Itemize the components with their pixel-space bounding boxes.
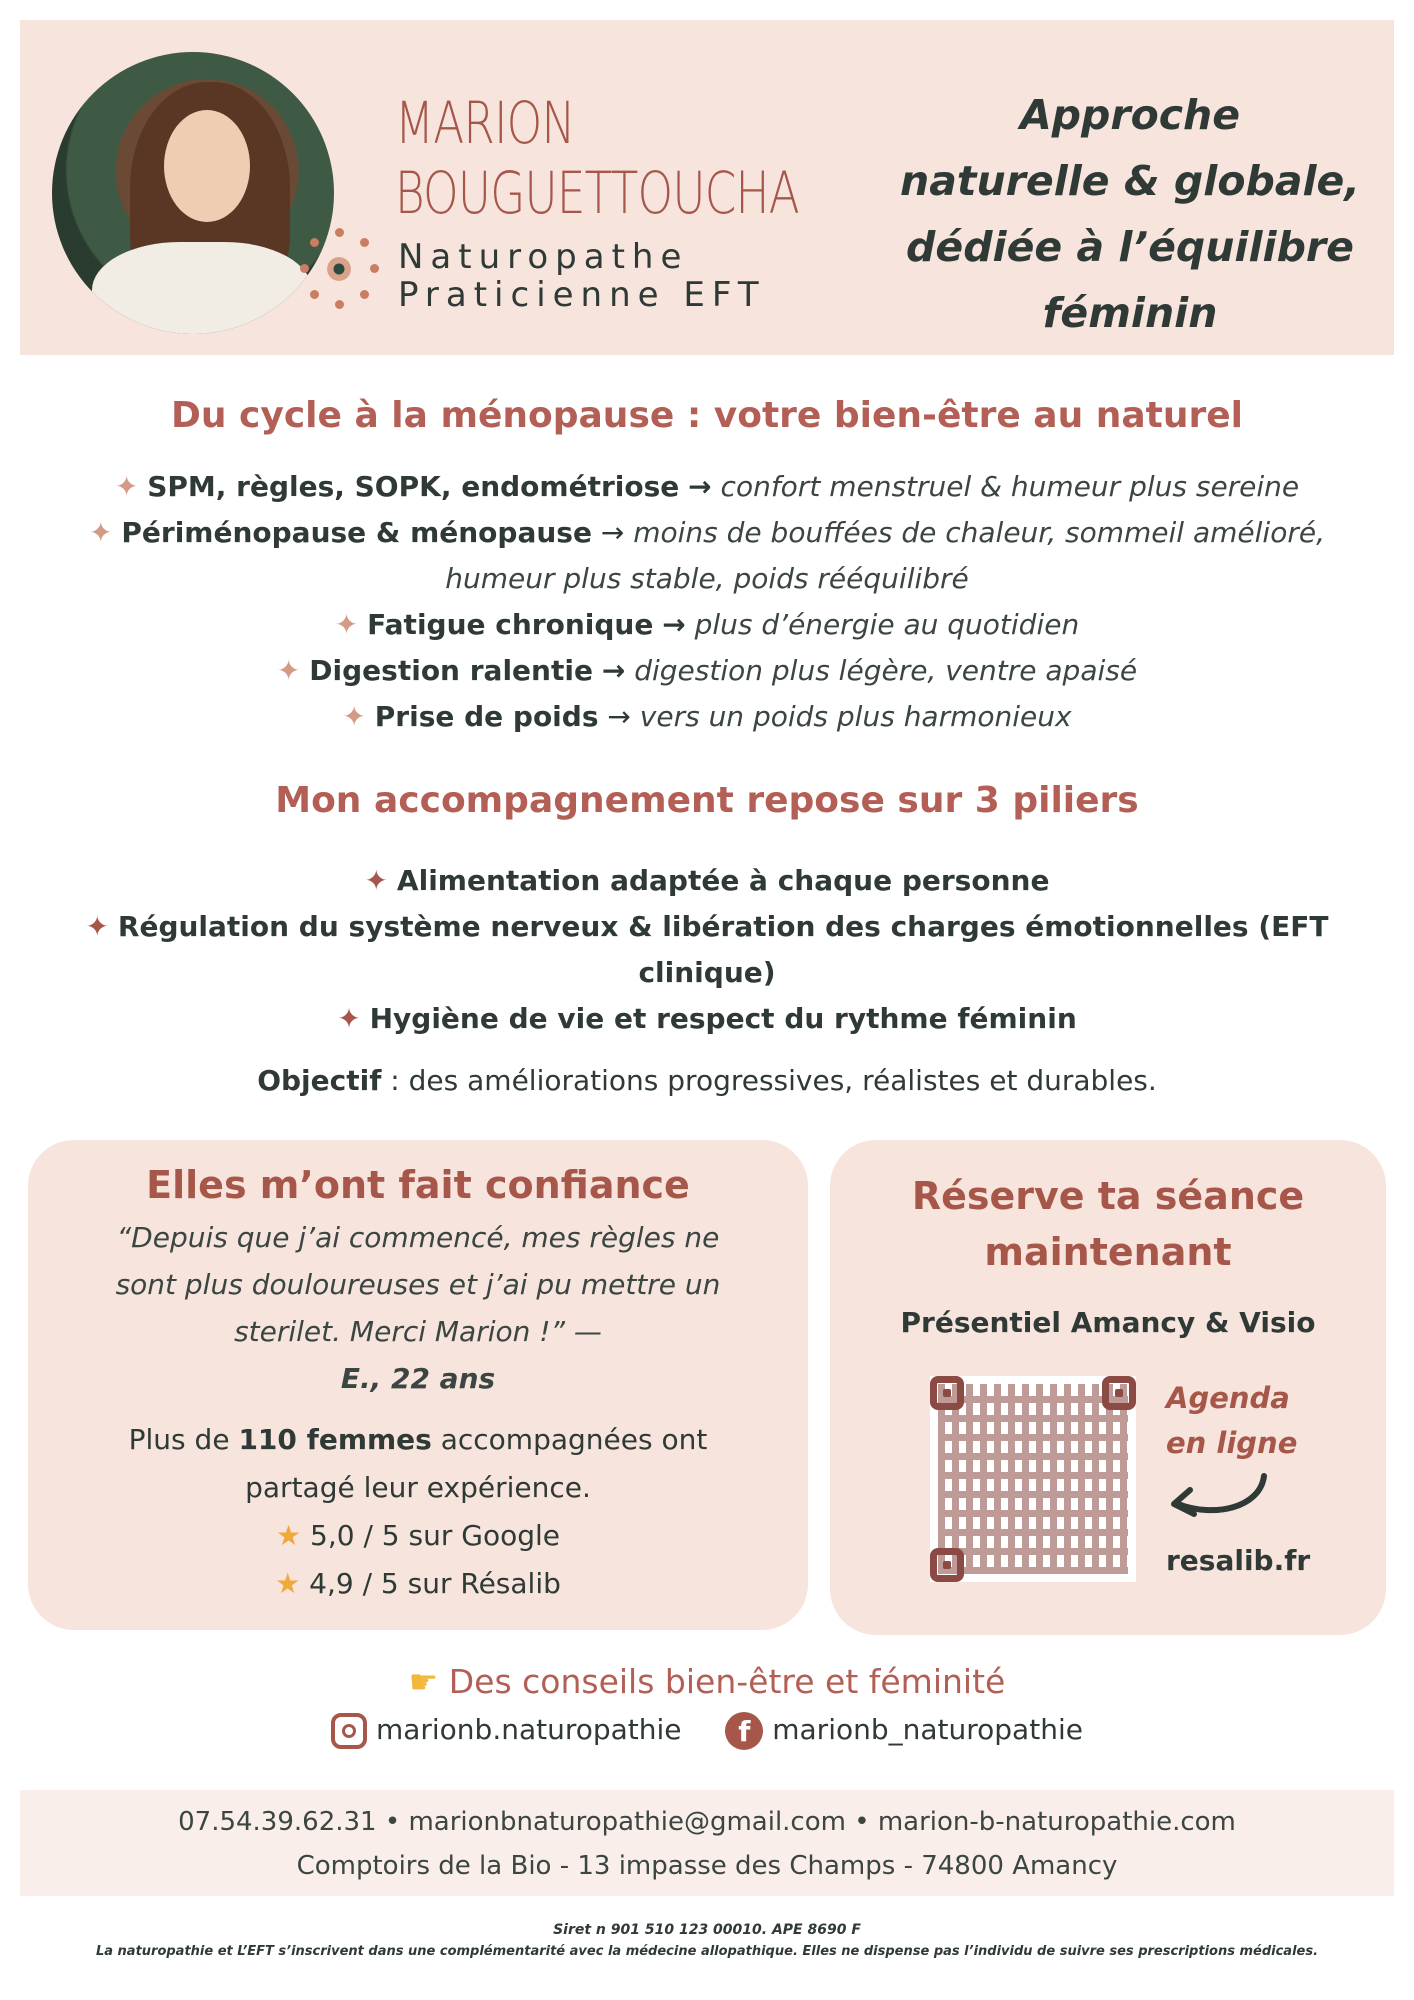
- portrait-photo: [52, 52, 334, 334]
- testimonial-title: Elles m’ont fait confiance: [146, 1163, 690, 1207]
- eye-logo-icon: [298, 228, 380, 310]
- testimonial-stats: Plus de 110 femmes accompagnées ont partagé leur expérience. ★ 5,0 / 5 sur Google ★ 4,9 / 5 sur Résalib: [128, 1423, 708, 1600]
- pointing-hand-icon: ☛: [408, 1662, 439, 1701]
- siret: Siret n 901 510 123 00010. APE 8690 F: [553, 1922, 861, 1938]
- practitioner-roles: Naturopathe Praticienne EFT: [398, 237, 766, 315]
- practitioner-name: MARION BOUGUETTOUCHA: [395, 89, 799, 227]
- agenda-label: Agenda en ligne: [1166, 1381, 1298, 1460]
- rating-google: 5,0 / 5 sur Google: [310, 1519, 560, 1552]
- qr-code-icon[interactable]: [930, 1376, 1136, 1582]
- facebook-link[interactable]: marionb_naturopathie: [772, 1713, 1083, 1746]
- list-item-continuation: humeur plus stable, poids rééquilibré: [445, 562, 969, 595]
- contact-address: Comptoirs de la Bio - 13 impasse des Champs - 74800 Amancy: [296, 1851, 1118, 1881]
- header-banner: [20, 20, 1394, 355]
- star-sparkle-icon: ✦: [114, 470, 139, 503]
- testimonial-author: E., 22 ans: [340, 1362, 496, 1395]
- pillar-item: ✦ Hygiène de vie et respect du rythme féminin: [337, 1002, 1077, 1035]
- star-sparkle-icon: ✦: [89, 516, 113, 549]
- resalib-link[interactable]: resalib.fr: [1166, 1544, 1311, 1577]
- rating-star-icon: ★: [275, 1567, 301, 1600]
- star-sparkle-icon: ✦: [276, 654, 301, 687]
- social-links: [0, 1712, 1414, 1750]
- contact-band: [20, 1790, 1394, 1896]
- testimonial-quote: “Depuis que j’ai commencé, mes règles ne sont plus douloureuses et j’ai pu mettre un sterilet. Merci Marion !” — E., 22 ans: [28, 1214, 808, 1402]
- list-item: ✦ Périménopause & ménopause → moins de bouffées de chaleur, sommeil amélioré,: [89, 516, 1325, 549]
- facebook-icon: f: [725, 1712, 763, 1750]
- booking-title: Réserve ta séance maintenant: [911, 1174, 1305, 1274]
- pillar-item: ✦ Régulation du système nerveux & libération des charges émotionnelles (EFT: [85, 910, 1329, 943]
- instagram-icon: [331, 1713, 367, 1749]
- list-item: ✦ Prise de poids → vers un poids plus harmonieux: [342, 700, 1072, 733]
- social-title: ☛ Des conseils bien-être et féminité: [408, 1662, 1006, 1701]
- instagram-link[interactable]: marionb.naturopathie: [375, 1713, 682, 1746]
- star-sparkle-icon: ✦: [342, 700, 366, 733]
- contact-line-1: 07.54.39.62.31 • marionbnaturopathie@gmail.com • marion-b-naturopathie.com: [178, 1807, 1236, 1837]
- pillar-item: ✦ Alimentation adaptée à chaque personne: [364, 864, 1050, 897]
- pillar-item-continuation: clinique): [638, 956, 776, 989]
- rating-star-icon: ★: [276, 1519, 302, 1552]
- testimonial-card: [28, 1140, 808, 1630]
- objective-line: Objectif : des améliorations progressives, réalistes et durables.: [257, 1064, 1157, 1097]
- curved-arrow-icon: [1164, 1468, 1274, 1528]
- section-title-pillars: Mon accompagnement repose sur 3 piliers: [275, 780, 1139, 821]
- list-item: ✦ SPM, règles, SOPK, endométriose → confort menstruel & humeur plus sereine: [114, 470, 1300, 503]
- section-title-cycle: Du cycle à la ménopause : votre bien-être au naturel: [170, 395, 1244, 436]
- star-sparkle-icon: ✦: [337, 1002, 361, 1035]
- star-sparkle-icon: ✦: [85, 910, 109, 943]
- star-sparkle-icon: ✦: [334, 608, 359, 641]
- list-item: ✦ Fatigue chronique → plus d’énergie au quotidien: [334, 608, 1080, 641]
- tagline: Approche naturelle & globale, dédiée à l’équilibre féminin: [900, 91, 1360, 337]
- booking-mode: Présentiel Amancy & Visio: [900, 1306, 1316, 1339]
- star-sparkle-icon: ✦: [364, 864, 389, 897]
- list-item: ✦ Digestion ralentie → digestion plus légère, ventre apaisé: [276, 654, 1138, 687]
- rating-resalib: 4,9 / 5 sur Résalib: [309, 1567, 561, 1600]
- legal-disclaimer: La naturopathie et L’EFT s’inscrivent dans une complémentarité avec la médecine allopathique. Elles ne dispense pas l’individu de suivre ses prescriptions médicales.: [95, 1944, 1319, 1959]
